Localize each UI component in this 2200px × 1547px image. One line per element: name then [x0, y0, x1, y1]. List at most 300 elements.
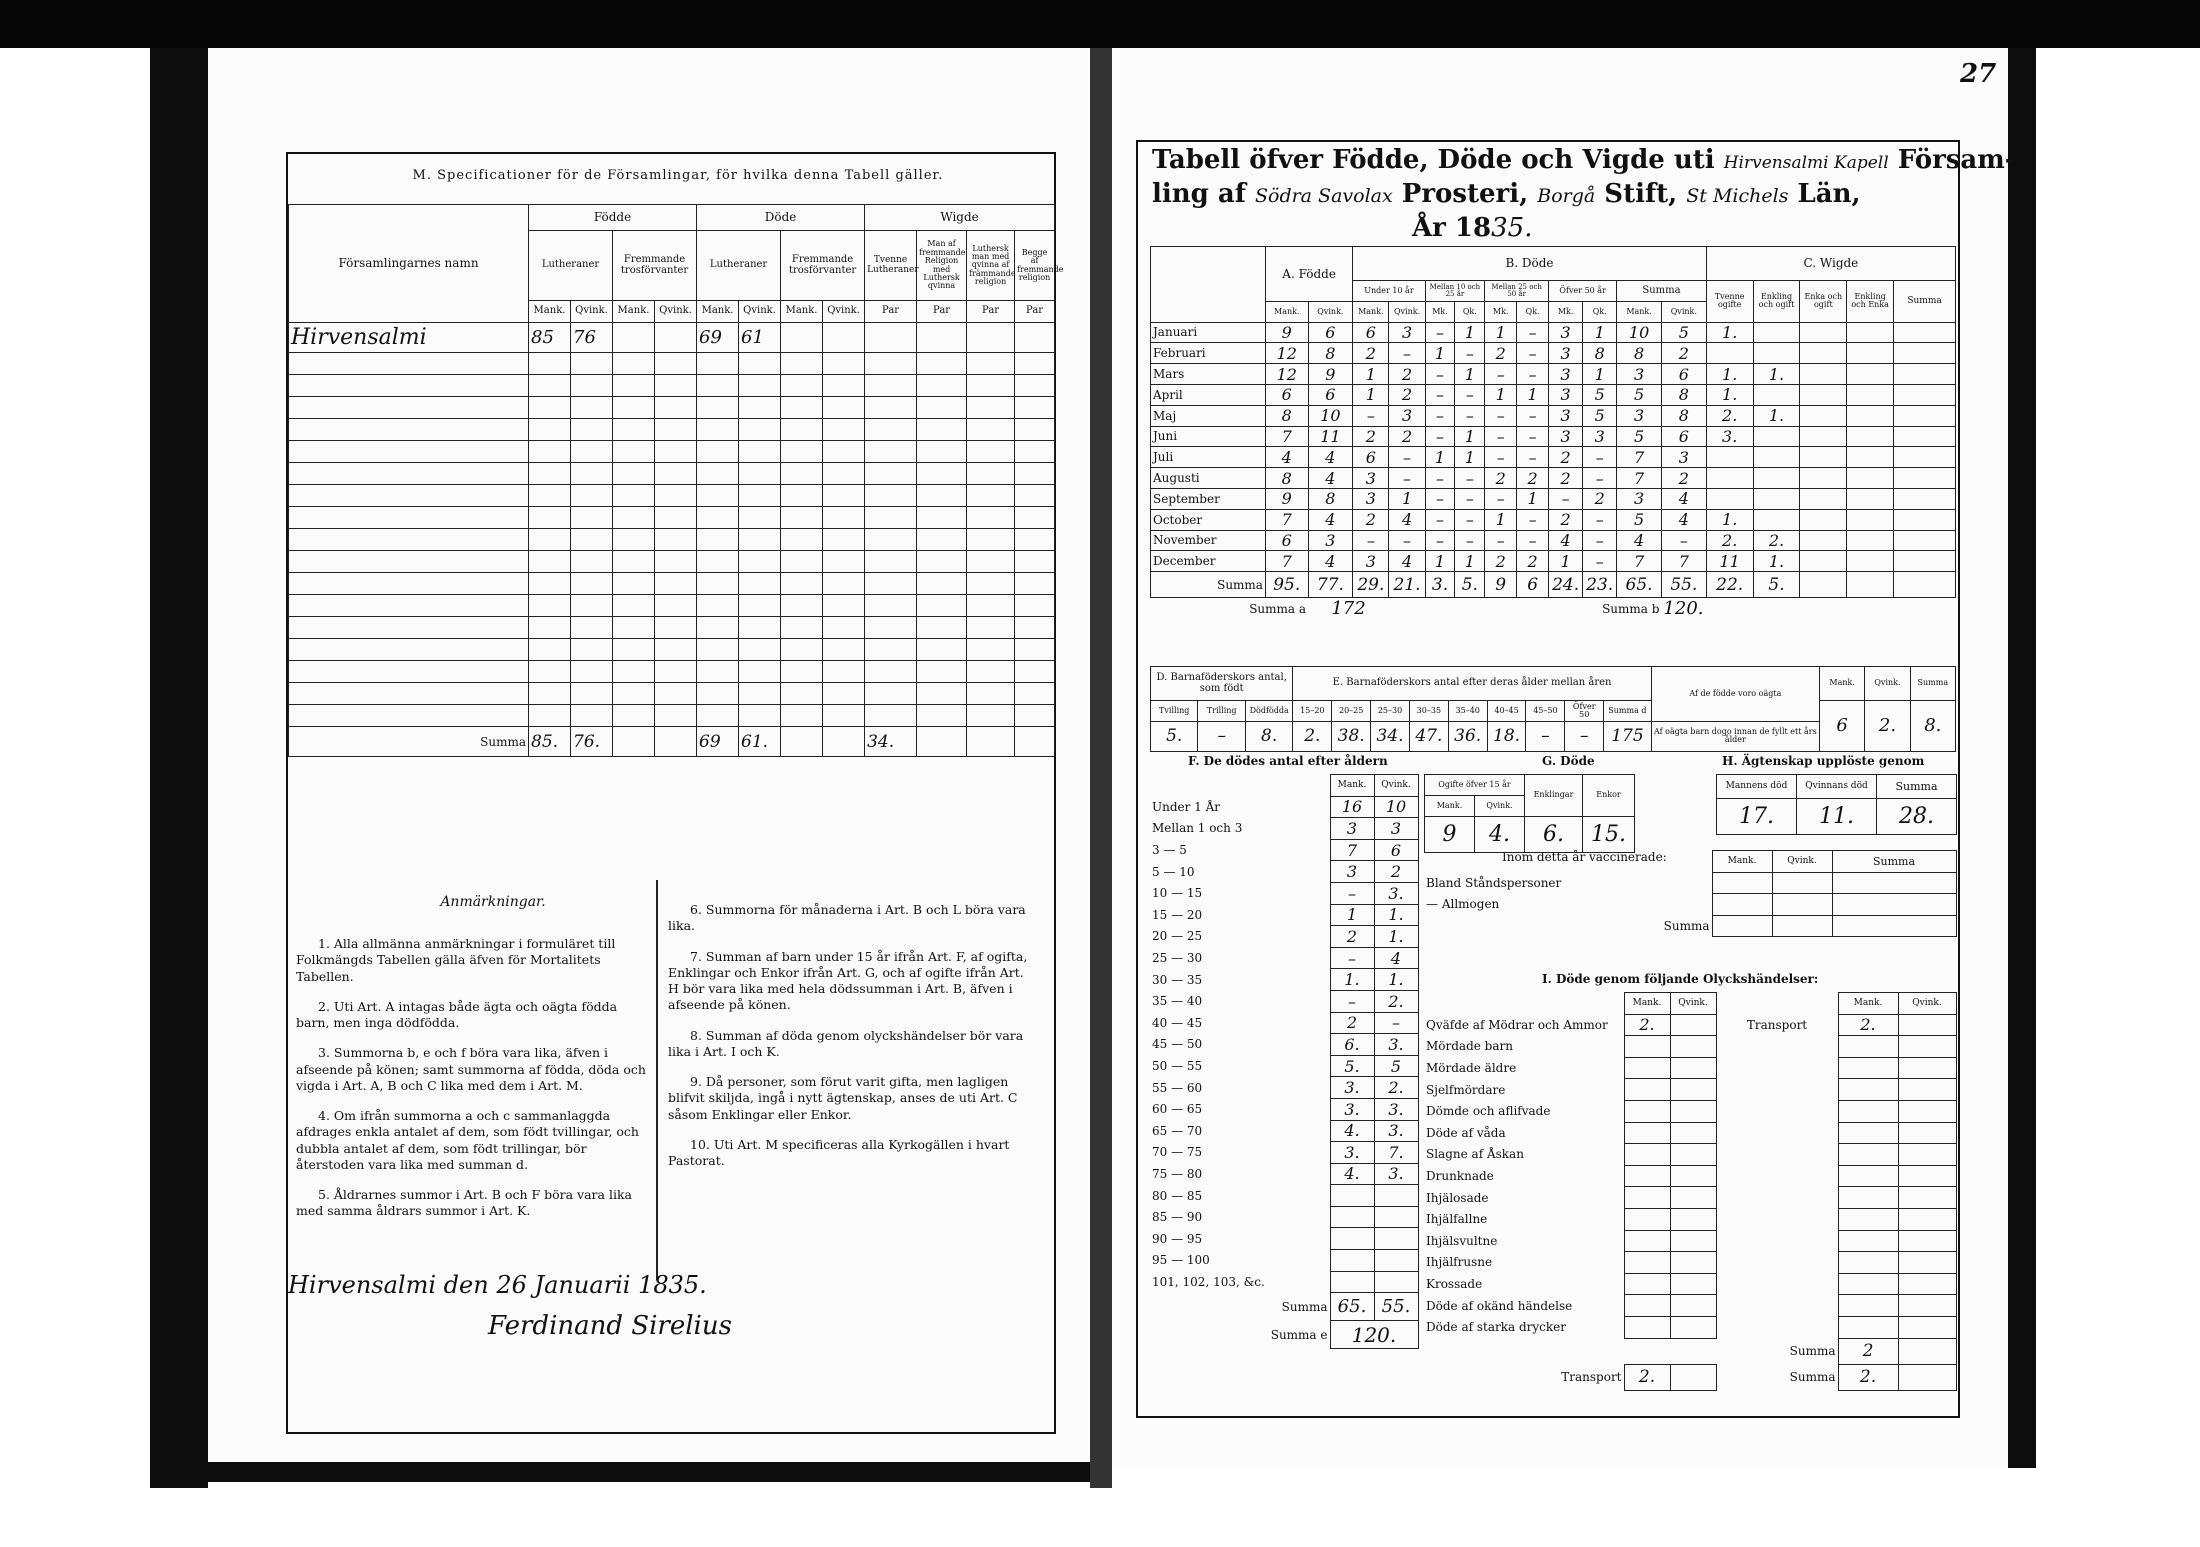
d-value: 5. [1151, 721, 1198, 751]
blank-cell [289, 507, 529, 529]
col-fodde-fremmande: Fremmande trosförvanter [613, 231, 697, 301]
month-cell: – [1455, 530, 1485, 551]
note-item: 3. Summorna b, e och f böra vara lika, äfven i afseende på könen; samt summorna af födda, döda och vigda i Art. A, B och C lika med dem i Art. M. [296, 1045, 646, 1093]
cell [1838, 1230, 1898, 1252]
blank-cell [967, 551, 1015, 573]
blank-cell [781, 639, 823, 661]
cell [1898, 1187, 1956, 1209]
month-cell: – [1485, 488, 1517, 509]
e-value: 2. [1293, 721, 1332, 751]
month-cell: 1. [1753, 364, 1800, 385]
accident-row [1424, 1208, 1956, 1230]
blank-row [289, 617, 1055, 639]
blank-cell [529, 441, 571, 463]
transport-value: 2. [1624, 1364, 1670, 1390]
month-cell: 1 [1583, 364, 1617, 385]
accident-label: Mördade äldre [1426, 1061, 1517, 1076]
spacer [1716, 1273, 1838, 1295]
col-mk: Mk. [1425, 301, 1455, 322]
cell [1838, 1295, 1898, 1317]
month-label: Februari [1151, 343, 1266, 364]
d-dodfodda: Dödfödda [1245, 701, 1292, 722]
accident-label: Döde af våda [1426, 1125, 1506, 1140]
month-cell: 6 [1353, 447, 1389, 468]
month-cell: 3 [1353, 468, 1389, 489]
blank-cell [967, 485, 1015, 507]
month-cell: 4 [1308, 447, 1353, 468]
blank-cell [823, 419, 865, 441]
blank-cell [1015, 507, 1055, 529]
blank-cell [529, 419, 571, 441]
blank-cell [865, 639, 917, 661]
month-label: Mars [1151, 364, 1266, 385]
month-cell: 3 [1549, 322, 1583, 343]
month-cell: – [1455, 405, 1485, 426]
month-cell: – [1425, 509, 1455, 530]
accident-row [1424, 1144, 1956, 1166]
blank-cell [781, 419, 823, 441]
month-cell: 6 [1265, 530, 1308, 551]
e-age: 15–20 [1293, 701, 1332, 722]
age-qvink: 3 [1374, 818, 1418, 840]
blank-cell [571, 705, 613, 727]
col-qvink: Qvink. [1308, 301, 1353, 322]
col-mank: Mank. [1330, 775, 1374, 797]
month-cell: 4 [1389, 551, 1425, 572]
cell [1838, 1057, 1898, 1079]
month-cell [1847, 405, 1894, 426]
accident-mank [1624, 1036, 1670, 1058]
month-cell: 8 [1661, 384, 1706, 405]
blank-cell [571, 529, 613, 551]
age-qvink: 3. [1374, 882, 1418, 904]
cell [1838, 1079, 1898, 1101]
blank-cell [529, 617, 571, 639]
blank-cell [571, 353, 613, 375]
blank-cell [865, 661, 917, 683]
blank-cell [917, 705, 967, 727]
month-cell: 1. [1706, 509, 1753, 530]
spacer [1716, 1122, 1838, 1144]
age-row [1150, 796, 1418, 818]
note-item: 10. Uti Art. M specificeras alla Kyrkogällen i hvart Pastorat. [668, 1136, 1010, 1168]
month-cell: – [1425, 488, 1455, 509]
blank-cell [1015, 419, 1055, 441]
blank-cell [917, 419, 967, 441]
accident-mank: 2. [1624, 1014, 1670, 1036]
month-cell: 1 [1425, 343, 1455, 364]
blank-cell [967, 507, 1015, 529]
blank-cell [529, 397, 571, 419]
signature-name: Ferdinand Sirelius [488, 1311, 732, 1341]
blank-cell [571, 463, 613, 485]
blank-row [289, 573, 1055, 595]
cell [1772, 915, 1832, 937]
left-page-edge [150, 48, 208, 1488]
blank-cell [823, 661, 865, 683]
blank-cell [865, 573, 917, 595]
blank-cell [289, 661, 529, 683]
cell [917, 727, 967, 757]
month-cell: 8 [1308, 343, 1353, 364]
blank-cell [529, 529, 571, 551]
month-cell: 7 [1617, 468, 1662, 489]
month-cell: 7 [1265, 551, 1308, 572]
cell [655, 323, 697, 353]
cell [613, 727, 655, 757]
month-cell: 8 [1308, 488, 1353, 509]
col-mank: Mank. [529, 301, 571, 323]
col-mank: Mank. [613, 301, 655, 323]
accident-label: Döde af okänd händelse [1426, 1298, 1573, 1313]
blank-row [289, 353, 1055, 375]
blank-cell [289, 441, 529, 463]
c-tvenne-ogifte: Tvenne ogifte [1706, 281, 1753, 323]
month-cell: 5 [1617, 509, 1662, 530]
month-cell: 2 [1485, 551, 1517, 572]
blank-cell [739, 705, 781, 727]
blank-cell [967, 639, 1015, 661]
blank-cell [865, 397, 917, 419]
blank-cell [967, 683, 1015, 705]
spacer [1150, 775, 1330, 797]
month-cell: 2 [1353, 343, 1389, 364]
col-dode-fremmande: Fremmande trosförvanter [781, 231, 865, 301]
blank-cell [917, 573, 967, 595]
e-value: 34. [1371, 721, 1410, 751]
title-handwritten: Hirvensalmi Kapell [1723, 153, 1889, 173]
vacc-row-label: Bland Ståndspersoner [1426, 875, 1562, 890]
age-label: 80 — 85 [1152, 1188, 1203, 1203]
c-enkling-ogift: Enkling och ogift [1753, 281, 1800, 323]
title-line-3 [1412, 212, 1532, 245]
blank-cell [571, 595, 613, 617]
col-summa: Summa [1832, 851, 1956, 873]
summa-cell: 21. [1389, 572, 1425, 598]
age-mank: 3. [1330, 1098, 1374, 1120]
blank-cell [655, 573, 697, 595]
month-cell: 3 [1389, 322, 1425, 343]
month-cell: 8 [1583, 343, 1617, 364]
blank-cell [613, 397, 655, 419]
blank-cell [613, 419, 655, 441]
age-mank: 3. [1330, 1077, 1374, 1099]
monthly-table [1150, 246, 1956, 620]
month-cell: 6 [1308, 384, 1353, 405]
title-text: Stift, [1604, 179, 1678, 209]
spacer [1716, 1057, 1838, 1079]
month-cell: 5 [1617, 426, 1662, 447]
blank-cell [613, 485, 655, 507]
blank-cell [613, 441, 655, 463]
g-ogifte: Ogifte öfver 15 år [1425, 775, 1525, 796]
age-label: 95 — 100 [1152, 1253, 1210, 1268]
col-dode: Döde [697, 205, 865, 231]
col-mank: Mank. [1820, 667, 1865, 701]
accident-qvink [1670, 1273, 1716, 1295]
blank-cell [613, 353, 655, 375]
month-cell [1894, 530, 1956, 551]
transport-label: Transport [1561, 1370, 1622, 1384]
cell: 85. [529, 727, 571, 757]
month-cell: 1 [1455, 426, 1485, 447]
cell [1670, 1364, 1716, 1390]
blank-cell [739, 463, 781, 485]
month-cell: 6 [1265, 384, 1308, 405]
notes-col-right [668, 902, 1038, 1183]
g-enkor: Enkor [1583, 775, 1635, 817]
blank-cell [289, 595, 529, 617]
month-row [1151, 405, 1956, 426]
blank-cell [697, 595, 739, 617]
cell [1838, 1208, 1898, 1230]
accident-mank [1624, 1144, 1670, 1166]
blank-row [289, 441, 1055, 463]
cell [1772, 872, 1832, 894]
e-summa-d: Summa d [1604, 701, 1652, 722]
month-cell: 10 [1308, 405, 1353, 426]
blank-cell [613, 507, 655, 529]
b-summa: Summa [1617, 281, 1707, 302]
blank-cell [967, 661, 1015, 683]
cell [1772, 894, 1832, 916]
blank-cell [613, 573, 655, 595]
h-summa: Summa [1877, 775, 1957, 799]
blank-cell [917, 551, 967, 573]
accident-row [1424, 1252, 1956, 1274]
blank-cell [697, 507, 739, 529]
accident-label: Slagne af Åskan [1426, 1147, 1524, 1162]
blank-cell [571, 397, 613, 419]
note-item: 1. Alla allmänna anmärkningar i formuläret till Folkmängds Tabellen gälla äfven för Mortalitets Tabellen. [296, 936, 616, 984]
transport-right-value: 2. [1838, 1014, 1898, 1036]
blank-cell [781, 397, 823, 419]
col-parish-name: Församlingarnes namn [289, 205, 529, 323]
summa-cell [1800, 572, 1847, 598]
age-mank: 4. [1330, 1120, 1374, 1142]
blank-cell [739, 639, 781, 661]
cell: 85 [529, 323, 571, 353]
month-cell [1847, 343, 1894, 364]
accident-label: Sjelfmördare [1426, 1082, 1506, 1097]
month-cell [1706, 488, 1753, 509]
cell [1898, 1208, 1956, 1230]
accident-row [1424, 1100, 1956, 1122]
spacer [1800, 598, 1956, 620]
blank-cell [823, 507, 865, 529]
month-cell: – [1455, 384, 1485, 405]
month-cell: 2 [1549, 447, 1583, 468]
month-cell: – [1455, 488, 1485, 509]
month-cell: 2. [1706, 405, 1753, 426]
month-cell [1847, 364, 1894, 385]
blank-cell [823, 639, 865, 661]
month-cell: – [1517, 405, 1549, 426]
age-qvink: 10 [1374, 796, 1418, 818]
e-value: 38. [1332, 721, 1371, 751]
accident-row [1424, 1057, 1956, 1079]
blank-cell [697, 617, 739, 639]
blank-cell [1015, 551, 1055, 573]
month-cell: 3 [1308, 530, 1353, 551]
blank-cell [613, 595, 655, 617]
month-cell: 1 [1517, 384, 1549, 405]
spacer [1716, 993, 1838, 1015]
age-row [1150, 1055, 1418, 1077]
blank-row [289, 529, 1055, 551]
cell [865, 323, 917, 353]
note-item: 4. Om ifrån summorna a och c sammanlaggda afdrages enkla antalet af dem, som födt tvillingar, och dubbla antalet af dem, som födt trillingar, bör återstoden vara lika med summan d. [296, 1108, 639, 1172]
month-cell [1894, 426, 1956, 447]
cell [655, 727, 697, 757]
blank-cell [571, 485, 613, 507]
blank-cell [823, 485, 865, 507]
blank-cell [739, 595, 781, 617]
month-cell: – [1517, 509, 1549, 530]
age-mank [1330, 1228, 1374, 1250]
month-cell [1847, 488, 1894, 509]
age-qvink: – [1374, 1012, 1418, 1034]
month-cell: – [1455, 343, 1485, 364]
blank-cell [781, 485, 823, 507]
age-label: 3 — 5 [1152, 843, 1187, 858]
blank-cell [917, 529, 967, 551]
blank-cell [823, 441, 865, 463]
accident-label: Krossade [1426, 1277, 1483, 1292]
summa-label: Summa [289, 727, 529, 757]
accident-row [1424, 1273, 1956, 1295]
month-cell: – [1353, 405, 1389, 426]
month-cell: 11 [1706, 551, 1753, 572]
blank-cell [781, 595, 823, 617]
e-age: 20–25 [1332, 701, 1371, 722]
cell [967, 323, 1015, 353]
h-value: 11. [1797, 799, 1877, 835]
month-cell [1847, 426, 1894, 447]
d-trilling: Trilling [1198, 701, 1245, 722]
d-tvilling: Tvilling [1151, 701, 1198, 722]
blank-cell [571, 507, 613, 529]
blank-cell [655, 485, 697, 507]
age-label: 85 — 90 [1152, 1210, 1203, 1225]
blank-row [289, 661, 1055, 683]
blank-cell [289, 617, 529, 639]
month-cell: 1 [1485, 384, 1517, 405]
blank-cell [917, 683, 967, 705]
g-value: 6. [1525, 816, 1583, 852]
blank-cell [529, 485, 571, 507]
blank-cell [289, 463, 529, 485]
age-mank: 3 [1330, 818, 1374, 840]
i-summa-value-2: 2. [1838, 1364, 1898, 1390]
month-cell [1753, 447, 1800, 468]
accident-row [1424, 1187, 1956, 1209]
month-cell: – [1549, 488, 1583, 509]
blank-cell [917, 507, 967, 529]
age-row [1150, 861, 1418, 883]
h-value: 17. [1717, 799, 1797, 835]
spacer [1716, 1316, 1838, 1338]
parish-name: Hirvensalmi [289, 323, 529, 353]
e-value: 47. [1409, 721, 1448, 751]
blank-cell [697, 375, 739, 397]
summa-cell: 23. [1583, 572, 1617, 598]
month-cell [1800, 509, 1847, 530]
age-mank [1330, 1271, 1374, 1293]
age-qvink: 3. [1374, 1098, 1418, 1120]
e-note-oagta: Af de födde voro oägta [1651, 667, 1819, 722]
month-cell: – [1583, 530, 1617, 551]
age-mank: 4. [1330, 1163, 1374, 1185]
title-text: Tabell öfver Födde, Döde och Vigde uti [1152, 145, 1715, 175]
summa-e-label: Summa e [1270, 1327, 1328, 1342]
col-qk: Qk. [1583, 301, 1617, 322]
month-cell: 1 [1485, 322, 1517, 343]
col-mank: Mank. [781, 301, 823, 323]
age-label: 25 — 30 [1152, 951, 1203, 966]
spacer [1716, 1144, 1838, 1166]
month-cell: 2. [1706, 530, 1753, 551]
blank-cell [781, 573, 823, 595]
accident-mank [1624, 1208, 1670, 1230]
month-cell: – [1583, 447, 1617, 468]
blank-cell [967, 705, 1015, 727]
cell [781, 323, 823, 353]
blank-cell [529, 639, 571, 661]
month-cell [1847, 530, 1894, 551]
summa-label: Summa [1151, 572, 1266, 598]
month-cell: 6 [1308, 322, 1353, 343]
blank-cell [571, 375, 613, 397]
deaths-by-age-table [1150, 774, 1419, 1349]
blank-cell [739, 375, 781, 397]
age-row [1150, 839, 1418, 861]
month-cell: 2 [1517, 468, 1549, 489]
month-cell: 1 [1549, 551, 1583, 572]
blank-cell [1015, 617, 1055, 639]
blank-cell [697, 419, 739, 441]
month-label: October [1151, 509, 1266, 530]
blank-cell [697, 573, 739, 595]
month-cell: 1. [1753, 551, 1800, 572]
col-qvink: Qvink. [655, 301, 697, 323]
month-cell: 3 [1617, 488, 1662, 509]
cell [1838, 1273, 1898, 1295]
accident-mank [1624, 1165, 1670, 1187]
summa-cell: 65. [1617, 572, 1662, 598]
col-tvenne-lutheraner: Tvenne Lutheraner [865, 231, 917, 301]
title-text: Prosteri, [1401, 179, 1529, 209]
month-cell: 2 [1549, 468, 1583, 489]
blank-cell [613, 639, 655, 661]
month-cell [1706, 468, 1753, 489]
blank-cell [917, 397, 967, 419]
blank-cell [865, 529, 917, 551]
title-text: Län, [1797, 179, 1861, 209]
cell: 61 [739, 323, 781, 353]
accident-qvink [1670, 1057, 1716, 1079]
month-cell: – [1455, 468, 1485, 489]
age-row [1150, 818, 1418, 840]
age-mank: 7 [1330, 839, 1374, 861]
accident-mank [1624, 1316, 1670, 1338]
g-value: 9 [1425, 816, 1475, 852]
age-qvink: 6 [1374, 839, 1418, 861]
blank-cell [1015, 397, 1055, 419]
blank-cell [697, 463, 739, 485]
month-cell: – [1517, 530, 1549, 551]
blank-cell [917, 661, 967, 683]
